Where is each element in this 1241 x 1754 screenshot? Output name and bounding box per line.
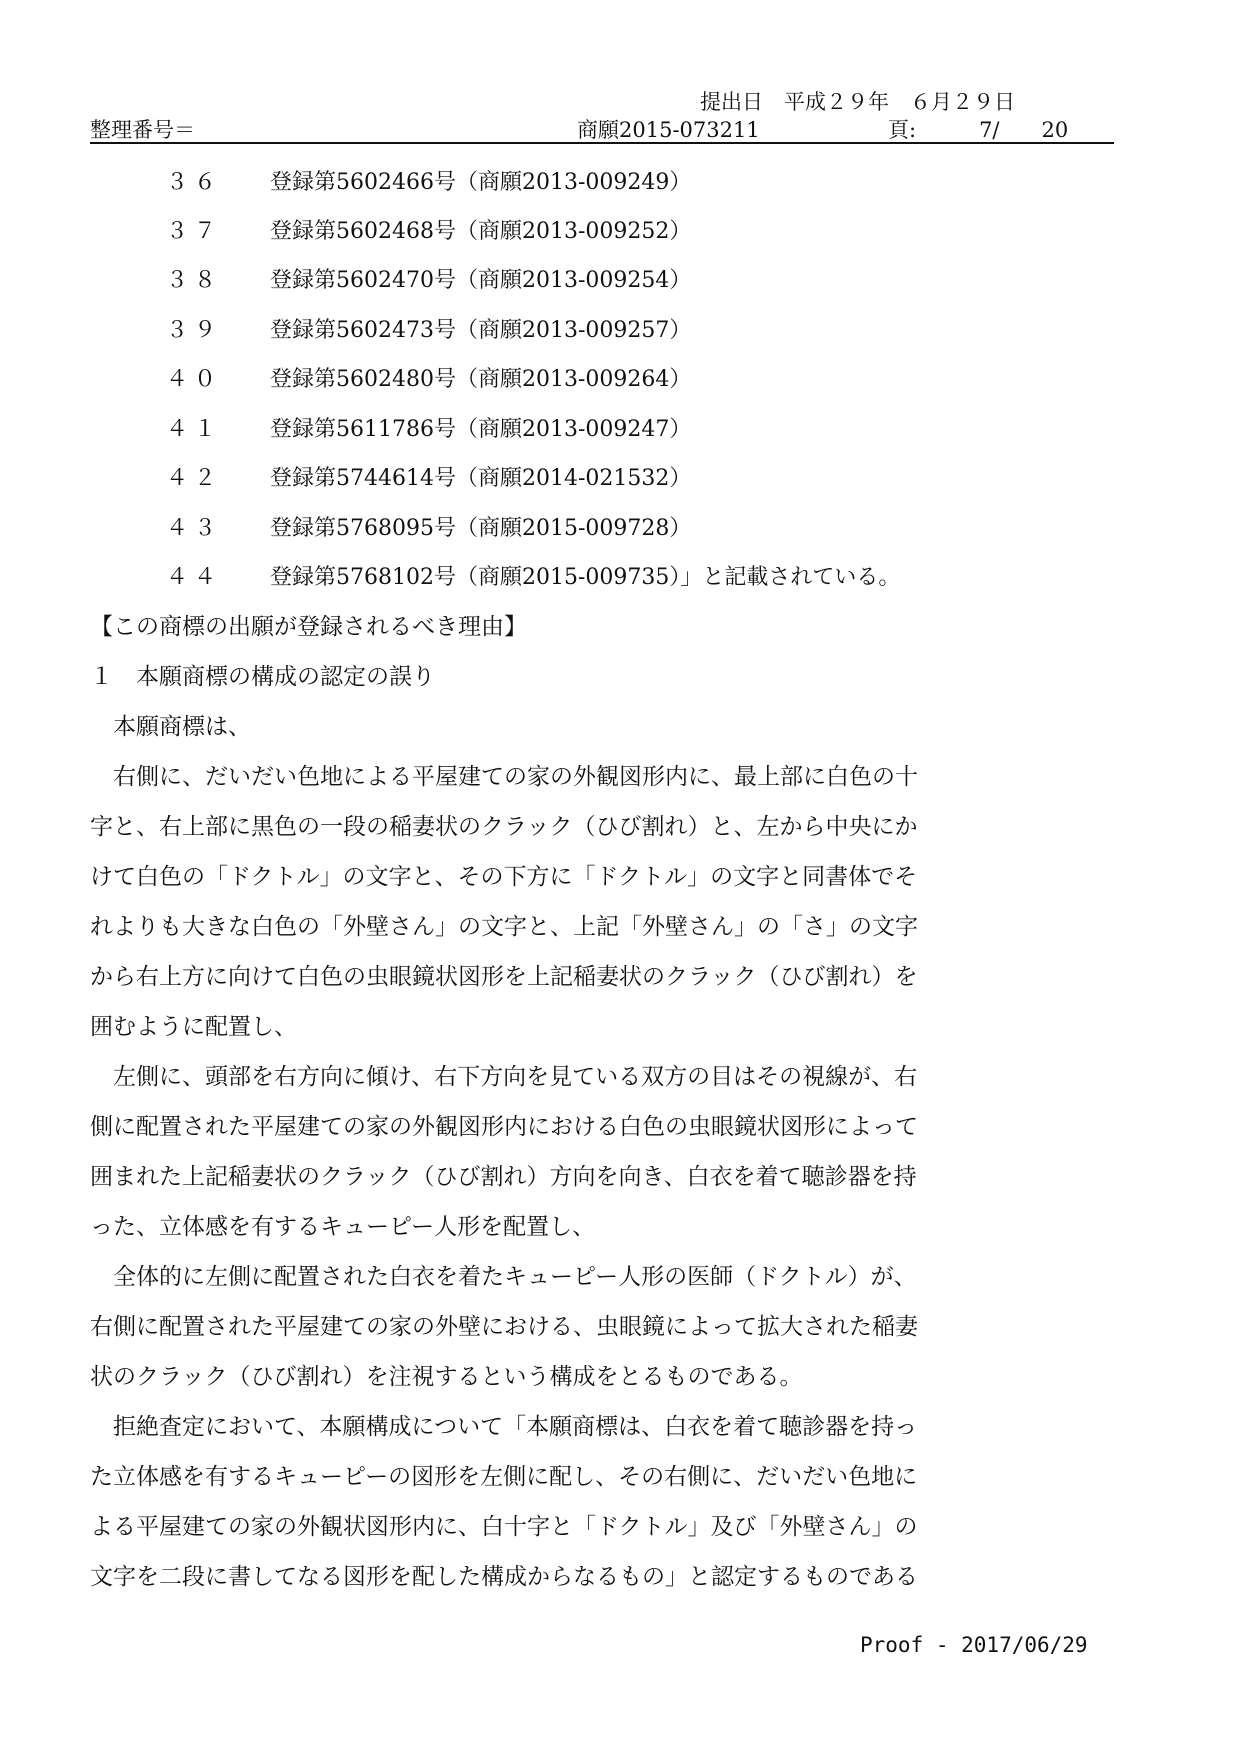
paragraph-line: 囲まれた上記稲妻状のクラック（ひび割れ）方向を向き、白衣を着て聴診器を持 xyxy=(90,1164,917,1190)
item-number: ３８ xyxy=(166,268,223,293)
paragraph-line: 字と、右上部に黒色の一段の稲妻状のクラック（ひび割れ）と、左から中央にか xyxy=(90,814,918,840)
filing-date: 提出日 平成２９年 ６月２９日 xyxy=(700,90,1015,114)
paragraph-line: った、立体感を有するキューピー人形を配置し、 xyxy=(90,1214,596,1240)
list-item xyxy=(0,459,1241,499)
item-text: 登録第5602480号（商願2013-009264） xyxy=(270,367,692,392)
list-item xyxy=(0,558,1241,598)
paragraph-line: よる平屋建ての家の外観状図形内に、白十字と「ドクトル」及び「外壁さん」の xyxy=(90,1514,918,1540)
list-item xyxy=(0,509,1241,549)
item-number: ３７ xyxy=(166,219,223,244)
paragraph-line: 側に配置された平屋建ての家の外観図形内における白色の虫眼鏡状図形によって xyxy=(90,1114,918,1140)
paragraph-line: れよりも大きな白色の「外壁さん」の文字と、上記「外壁さん」の「さ」の文字 xyxy=(90,914,918,940)
list-item xyxy=(0,360,1241,400)
page-number: 頁: 7/ 20 xyxy=(888,118,1069,142)
item-text: 登録第5744614号（商願2014-021532） xyxy=(270,466,692,491)
paragraph-line: 右側に、だいだい色地による平屋建ての家の外観図形内に、最上部に白色の十 xyxy=(90,764,918,790)
item-number: ４３ xyxy=(166,516,223,541)
application-number: 商願2015-073211 xyxy=(577,118,760,142)
item-text: 登録第5602473号（商願2013-009257） xyxy=(270,318,692,343)
item-number: ４１ xyxy=(166,417,223,442)
paragraph-line: た立体感を有するキューピーの図形を左側に配し、その右側に、だいだい色地に xyxy=(90,1464,918,1490)
item-text: 登録第5602468号（商願2013-009252） xyxy=(270,219,692,244)
item-number: ３６ xyxy=(166,170,223,195)
reference-number-label: 整理番号＝ xyxy=(90,118,195,142)
paragraph-line: 本願商標は、 xyxy=(90,714,251,740)
paragraph-line: 拒絶査定において、本願構成について「本願商標は、白衣を着て聴診器を持っ xyxy=(90,1414,918,1440)
paragraph-line: 囲むように配置し、 xyxy=(90,1014,297,1040)
paragraph-line: けて白色の「ドクトル」の文字と、その下方に「ドクトル」の文字と同書体でそ xyxy=(90,864,918,890)
paragraph-line: 全体的に左側に配置された白衣を着たキューピー人形の医師（ドクトル）が、 xyxy=(90,1264,917,1290)
list-item xyxy=(0,410,1241,450)
list-item xyxy=(0,163,1241,203)
item-number: ４２ xyxy=(166,466,223,491)
paragraph-line: 左側に、頭部を右方向に傾け、右下方向を見ている双方の目はその視線が、右 xyxy=(90,1064,918,1090)
paragraph-line: 右側に配置された平屋建ての家の外壁における、虫眼鏡によって拡大された稲妻 xyxy=(90,1314,918,1340)
item-number: ４４ xyxy=(166,565,223,590)
paragraph-line: 状のクラック（ひび割れ）を注視するという構成をとるものである。 xyxy=(90,1364,803,1390)
list-item xyxy=(0,261,1241,301)
item-text: 登録第5768102号（商願2015-009735）」と記載されている。 xyxy=(270,565,901,590)
list-item xyxy=(0,212,1241,252)
subsection-heading: １ 本願商標の構成の認定の誤り xyxy=(90,664,435,690)
item-number: ３９ xyxy=(166,318,223,343)
item-number: ４０ xyxy=(166,367,223,392)
section-heading: 【この商標の出願が登録されるべき理由】 xyxy=(90,614,527,640)
item-text: 登録第5768095号（商願2015-009728） xyxy=(270,516,692,541)
item-text: 登録第5602466号（商願2013-009249） xyxy=(270,170,692,195)
item-text: 登録第5602470号（商願2013-009254） xyxy=(270,268,692,293)
list-item xyxy=(0,311,1241,351)
proof-footer: Proof - 2017/06/29 xyxy=(860,1633,1088,1657)
paragraph-line: 文字を二段に書してなる図形を配した構成からなるもの」と認定するものである xyxy=(90,1564,918,1590)
item-text: 登録第5611786号（商願2013-009247） xyxy=(270,417,692,442)
paragraph-line: から右上方に向けて白色の虫眼鏡状図形を上記稲妻状のクラック（ひび割れ）を xyxy=(90,964,918,990)
header-rule xyxy=(90,142,1114,144)
